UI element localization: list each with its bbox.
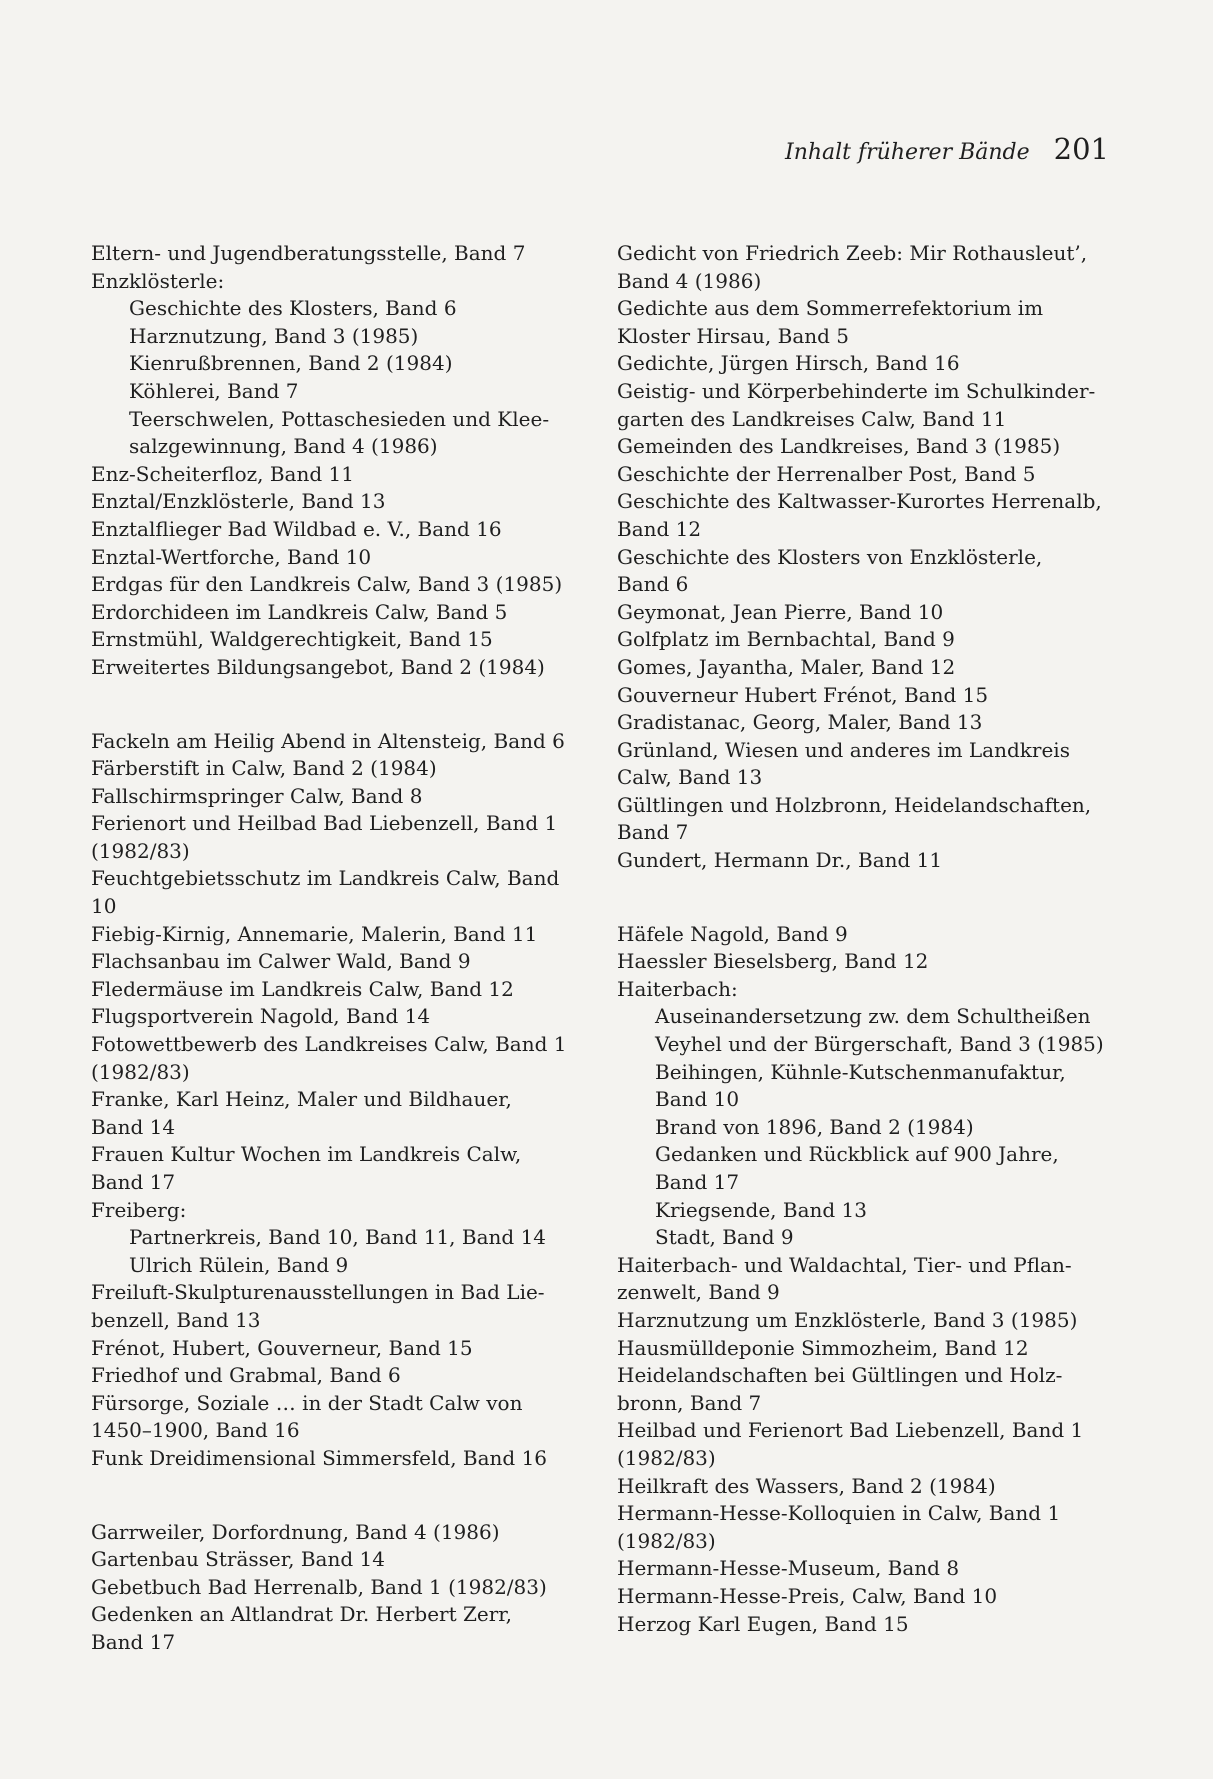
- index-entry: [91, 810, 591, 865]
- index-entry: [617, 1583, 1127, 1611]
- index-subentry: [617, 1003, 1127, 1058]
- entry-line: Gedichte, Jürgen Hirsch, Band 16: [617, 351, 960, 376]
- entry-line: Gültlingen und Holzbronn, Heidelandschaften,: [617, 792, 1092, 817]
- entry-line: Geschichte des Klosters, Band 6: [129, 296, 457, 321]
- index-entry: [91, 1546, 591, 1574]
- index-entry: [91, 783, 591, 811]
- entry-line: Beihingen, Kühnle-Kutschenmanufaktur,: [655, 1059, 1066, 1084]
- entry-line: Flachsanbau im Calwer Wald, Band 9: [91, 949, 471, 974]
- entry-line: Frénot, Hubert, Gouverneur, Band 15: [91, 1335, 473, 1360]
- index-entry: [617, 1362, 1127, 1417]
- index-entry: [91, 461, 591, 489]
- entry-line: Köhlerei, Band 7: [129, 378, 299, 403]
- entry-line: Kriegsende, Band 13: [655, 1197, 867, 1222]
- index-entry: [617, 1335, 1127, 1363]
- entry-line: Enzklösterle:: [91, 268, 225, 293]
- entry-line: Kienrußbrennen, Band 2 (1984): [129, 351, 453, 376]
- entry-line: Geschichte des Klosters von Enzklösterle,: [617, 544, 1043, 569]
- index-entry: [617, 921, 1127, 949]
- index-entry: [617, 544, 1127, 599]
- entry-line: Gedenken an Altlandrat Dr. Herbert Zerr,: [91, 1602, 513, 1627]
- index-entry: [91, 544, 591, 572]
- entry-line: Band 14: [91, 1114, 176, 1139]
- index-subentry: [617, 1141, 1127, 1196]
- entry-line: Hermann-Hesse-Preis, Calw, Band 10: [617, 1583, 998, 1608]
- entry-line: Gedanken und Rückblick auf 900 Jahre,: [655, 1142, 1059, 1167]
- entry-line: (1982/83): [617, 1528, 716, 1553]
- index-entry: [91, 1390, 591, 1445]
- entry-line: Geschichte des Kaltwasser-Kurortes Herrenalb,: [617, 489, 1102, 514]
- entry-line: Fledermäuse im Landkreis Calw, Band 12: [91, 976, 514, 1001]
- index-entry: [617, 654, 1127, 682]
- entry-line: Ernstmühl, Waldgerechtigkeit, Band 15: [91, 627, 493, 652]
- entry-line: Kloster Hirsau, Band 5: [617, 323, 850, 348]
- index-entry: [617, 461, 1127, 489]
- entry-line: Band 12: [617, 516, 702, 541]
- index-entry: [91, 1335, 591, 1363]
- index-entry: [91, 1445, 591, 1473]
- index-entry: [91, 1031, 591, 1086]
- entry-line: Fiebig-Kirnig, Annemarie, Malerin, Band 11: [91, 921, 538, 946]
- entry-line: Calw, Band 13: [617, 765, 763, 790]
- entry-line: Freiberg:: [91, 1197, 187, 1222]
- entry-line: Heilbad und Ferienort Bad Liebenzell, Band 1: [617, 1418, 1084, 1443]
- entry-line: Auseinandersetzung zw. dem Schultheißen: [655, 1004, 1091, 1029]
- entry-line: Gomes, Jayantha, Maler, Band 12: [617, 654, 956, 679]
- index-entry: [617, 1555, 1127, 1583]
- entry-line: Fackeln am Heilig Abend in Altensteig, Band 6: [91, 728, 565, 753]
- index-entry: [91, 1003, 591, 1031]
- entry-line: Gartenbau Strässer, Band 14: [91, 1547, 385, 1572]
- index-entry: [91, 1086, 591, 1141]
- entry-line: Garrweiler, Dorfordnung, Band 4 (1986): [91, 1519, 500, 1544]
- index-entry: [91, 1519, 591, 1547]
- index-entry: [617, 599, 1127, 627]
- index-entry: [617, 240, 1127, 295]
- entry-line: Gradistanac, Georg, Maler, Band 13: [617, 710, 983, 735]
- index-subentry: [617, 1224, 1127, 1252]
- entry-line: Gemeinden des Landkreises, Band 3 (1985): [617, 434, 1061, 459]
- entry-line: zenwelt, Band 9: [617, 1280, 780, 1305]
- index-entry: [617, 488, 1127, 543]
- entry-line: Band 4 (1986): [617, 268, 762, 293]
- entry-line: Hermann-Hesse-Kolloquien in Calw, Band 1: [617, 1501, 1061, 1526]
- entry-line: Geymonat, Jean Pierre, Band 10: [617, 599, 944, 624]
- index-subentry: [91, 406, 591, 461]
- index-entry: [617, 847, 1127, 875]
- entry-line: Geschichte der Herrenalber Post, Band 5: [617, 461, 1036, 486]
- index-entry: [617, 1252, 1127, 1307]
- entry-line: Teerschwelen, Pottaschesieden und Klee-: [129, 406, 550, 431]
- index-entry: [91, 268, 591, 296]
- entry-line: Erdgas für den Landkreis Calw, Band 3 (1985): [91, 572, 563, 597]
- entry-line: Gebetbuch Bad Herrenalb, Band 1 (1982/83): [91, 1574, 547, 1599]
- index-entry: [617, 948, 1127, 976]
- index-entry: [91, 948, 591, 976]
- section-gap: [91, 1473, 591, 1519]
- entry-line: (1982/83): [91, 1059, 190, 1084]
- index-entry: [617, 378, 1127, 433]
- index-subentry: [617, 1059, 1127, 1114]
- index-entry: [617, 350, 1127, 378]
- index-entry: [617, 1500, 1127, 1555]
- entry-line: Stadt, Band 9: [655, 1225, 794, 1250]
- entry-line: Enztalflieger Bad Wildbad e. V., Band 16: [91, 516, 502, 541]
- index-entry: [617, 1611, 1127, 1639]
- entry-line: Feuchtgebietsschutz im Landkreis Calw, Band 10: [91, 866, 560, 919]
- index-subentry: [91, 1224, 591, 1252]
- entry-line: Partnerkreis, Band 10, Band 11, Band 14: [129, 1225, 547, 1250]
- index-entry: [91, 488, 591, 516]
- index-entry: [91, 654, 591, 682]
- entry-line: Golfplatz im Bernbachtal, Band 9: [617, 627, 955, 652]
- entry-line: benzell, Band 13: [91, 1307, 261, 1332]
- index-entry: [617, 1417, 1127, 1472]
- entry-line: Band 7: [617, 820, 689, 845]
- index-entry: [617, 1473, 1127, 1501]
- entry-line: Heilkraft des Wassers, Band 2 (1984): [617, 1473, 996, 1498]
- entry-line: Gouverneur Hubert Frénot, Band 15: [617, 682, 989, 707]
- entry-line: bronn, Band 7: [617, 1390, 762, 1415]
- index-subentry: [91, 323, 591, 351]
- index-entry: [91, 240, 591, 268]
- index-entry: [91, 728, 591, 756]
- index-subentry: [91, 350, 591, 378]
- index-entry: [617, 1307, 1127, 1335]
- index-subentry: [91, 378, 591, 406]
- running-header: [785, 132, 1109, 166]
- entry-line: Harznutzung um Enzklösterle, Band 3 (1985): [617, 1307, 1078, 1332]
- index-entry: [91, 1601, 591, 1656]
- running-header-title: Inhalt früherer Bände: [785, 140, 1030, 165]
- entry-line: Fallschirmspringer Calw, Band 8: [91, 783, 423, 808]
- entry-line: Haessler Bieselsberg, Band 12: [617, 949, 929, 974]
- page-number: 201: [1053, 132, 1109, 166]
- index-entry: [91, 599, 591, 627]
- entry-line: Brand von 1896, Band 2 (1984): [655, 1114, 974, 1139]
- entry-line: Grünland, Wiesen und anderes im Landkreis: [617, 737, 1070, 762]
- entry-line: Funk Dreidimensional Simmersfeld, Band 16: [91, 1445, 548, 1470]
- index-subentry: [91, 295, 591, 323]
- index-entry: [91, 1362, 591, 1390]
- entry-line: salzgewinnung, Band 4 (1986): [129, 434, 438, 459]
- index-entry: [91, 516, 591, 544]
- entry-line: Haiterbach:: [617, 976, 738, 1001]
- entry-line: Ulrich Rülein, Band 9: [129, 1252, 349, 1277]
- entry-line: Enztal/Enzklösterle, Band 13: [91, 489, 386, 514]
- entry-line: (1982/83): [91, 838, 190, 863]
- entry-line: Herzog Karl Eugen, Band 15: [617, 1611, 909, 1636]
- index-entry: [617, 709, 1127, 737]
- index-entry: [91, 1279, 591, 1334]
- entry-line: Gedichte aus dem Sommerrefektorium im: [617, 296, 1044, 321]
- index-entry: [617, 792, 1127, 847]
- entry-line: Veyhel und der Bürgerschaft, Band 3 (1985): [655, 1032, 1104, 1057]
- entry-line: Gedicht von Friedrich Zeeb: Mir Rothausleut’,: [617, 241, 1088, 265]
- index-entry: [617, 976, 1127, 1004]
- entry-line: Erweitertes Bildungsangebot, Band 2 (1984): [91, 654, 545, 679]
- entry-line: garten des Landkreises Calw, Band 11: [617, 406, 1007, 431]
- entry-line: Band 17: [91, 1170, 176, 1194]
- index-subentry: [617, 1197, 1127, 1225]
- entry-line: Eltern- und Jugendberatungsstelle, Band 7: [91, 241, 526, 265]
- entry-line: Flugsportverein Nagold, Band 14: [91, 1004, 431, 1029]
- entry-line: Heidelandschaften bei Gültlingen und Holz-: [617, 1363, 1063, 1388]
- entry-line: Frauen Kultur Wochen im Landkreis Calw,: [91, 1142, 522, 1167]
- index-entry: [91, 1197, 591, 1225]
- section-gap: [91, 682, 591, 728]
- entry-line: Häfele Nagold, Band 9: [617, 921, 848, 946]
- entry-line: Fürsorge, Soziale … in der Stadt Calw von: [91, 1390, 523, 1415]
- index-column-right: [617, 240, 1127, 1638]
- entry-line: 1450–1900, Band 16: [91, 1418, 300, 1443]
- index-entry: [617, 626, 1127, 654]
- index-column-left: [91, 240, 591, 1657]
- entry-line: Franke, Karl Heinz, Maler und Bildhauer,: [91, 1087, 512, 1112]
- entry-line: Freiluft-Skulpturenausstellungen in Bad Lie-: [91, 1280, 545, 1305]
- entry-line: Ferienort und Heilbad Bad Liebenzell, Band 1: [91, 811, 558, 836]
- index-entry: [91, 755, 591, 783]
- entry-line: Harznutzung, Band 3 (1985): [129, 323, 419, 348]
- entry-line: (1982/83): [617, 1445, 716, 1470]
- index-entry: [91, 626, 591, 654]
- entry-line: Geistig- und Körperbehinderte im Schulkinder-: [617, 378, 1096, 403]
- index-entry: [91, 571, 591, 599]
- index-entry: [91, 1141, 591, 1196]
- index-entry: [617, 737, 1127, 792]
- entry-line: Band 17: [655, 1170, 740, 1194]
- entry-line: Haiterbach- und Waldachtal, Tier- und Pflan-: [617, 1252, 1072, 1277]
- entry-line: Gundert, Hermann Dr., Band 11: [617, 848, 943, 873]
- index-entry: [91, 976, 591, 1004]
- entry-line: Hausmülldeponie Simmozheim, Band 12: [617, 1335, 1029, 1360]
- index-entry: [617, 682, 1127, 710]
- index-entry: [617, 295, 1127, 350]
- index-subentry: [617, 1114, 1127, 1142]
- section-gap: [617, 875, 1127, 921]
- entry-line: Enz-Scheiterfloz, Band 11: [91, 461, 354, 486]
- index-entry: [91, 921, 591, 949]
- entry-line: Fotowettbewerb des Landkreises Calw, Band 1: [91, 1032, 567, 1057]
- index-entry: [91, 1574, 591, 1602]
- index-entry: [617, 433, 1127, 461]
- index-subentry: [91, 1252, 591, 1280]
- entry-line: Enztal-Wertforche, Band 10: [91, 544, 372, 569]
- entry-line: Band 17: [91, 1629, 176, 1654]
- index-entry: [91, 865, 591, 920]
- entry-line: Band 6: [617, 572, 689, 597]
- entry-line: Hermann-Hesse-Museum, Band 8: [617, 1556, 960, 1581]
- entry-line: Band 10: [655, 1087, 740, 1112]
- entry-line: Erdorchideen im Landkreis Calw, Band 5: [91, 599, 508, 624]
- entry-line: Friedhof und Grabmal, Band 6: [91, 1363, 401, 1388]
- entry-line: Färberstift in Calw, Band 2 (1984): [91, 756, 437, 781]
